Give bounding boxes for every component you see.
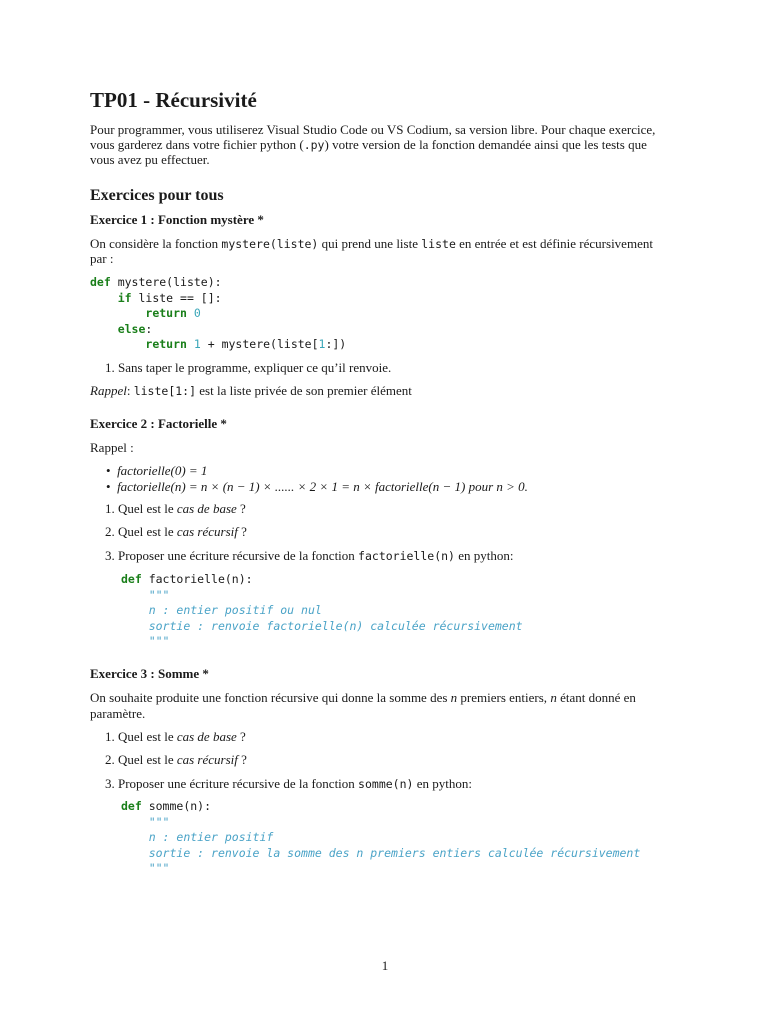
- q-italic: cas récursif: [176, 752, 238, 767]
- ex3-text: premiers entiers,: [457, 690, 551, 705]
- bullet-dot: •: [106, 463, 111, 478]
- code-keyword: def: [90, 275, 111, 289]
- code-docstring: """: [148, 587, 170, 602]
- q-code: factorielle(n): [358, 549, 455, 563]
- q-italic: cas de base: [176, 729, 237, 744]
- q-text: 2. Quel est le: [105, 752, 177, 767]
- code-number: 1: [193, 337, 201, 351]
- ex1-rappel: [90, 383, 412, 400]
- rappel-text: est la liste privée de son premier élément: [196, 383, 412, 398]
- ex3-text: On souhaite produite une fonction récursive qui donne la somme des: [90, 690, 451, 705]
- q-italic: cas récursif: [176, 524, 238, 539]
- bullet-dot: •: [106, 479, 111, 494]
- ex3-question-2: [105, 752, 247, 768]
- ex2-code-block: [121, 572, 523, 650]
- ex3-question-3: [105, 776, 472, 793]
- code-number: 0: [193, 306, 201, 320]
- code-keyword: else: [117, 321, 146, 336]
- q-text: 3. Proposer une écriture récursive de la fonction: [105, 776, 359, 791]
- ex2-question-3: [105, 548, 513, 565]
- ex1-text: qui prend une liste: [318, 236, 422, 251]
- ex3-math: n: [550, 690, 557, 705]
- ex3-question-1: [105, 729, 246, 745]
- code-keyword: def: [121, 572, 142, 586]
- code-docstring: n : entier positif ou nul: [148, 603, 322, 617]
- section-heading: Exercices pour tous: [90, 187, 224, 204]
- intro-line-1: Pour programmer, vous utiliserez Visual Studio Code ou VS Codium, sa version libre. Pour chaque exercice,: [90, 122, 656, 137]
- ex3-code-block: [121, 799, 640, 877]
- code-docstring: n : entier positif: [148, 830, 274, 844]
- intro-text: vous garderez dans votre fichier python (: [90, 137, 304, 152]
- code-text: :: [145, 321, 153, 336]
- q-code: somme(n): [358, 777, 414, 791]
- intro-text: ) votre version de la fonction demandée ainsi que les tests que: [324, 137, 647, 152]
- rappel-colon: :: [126, 383, 134, 398]
- code-number: 1: [318, 337, 326, 351]
- ex3-text-line-2: paramètre.: [90, 706, 146, 721]
- q-text: en python:: [413, 776, 472, 791]
- ex1-text: en entrée et est définie récursivement: [455, 236, 653, 251]
- ex1-code-block: [90, 275, 346, 353]
- code-keyword: return: [145, 306, 187, 320]
- q-italic: cas de base: [176, 501, 237, 516]
- bullet-text: factorielle(0) = 1: [117, 463, 208, 478]
- file-extension-code: .py: [303, 138, 325, 152]
- code-docstring: """: [148, 861, 170, 875]
- code-docstring: """: [148, 814, 170, 829]
- ex1-code-inline: liste: [421, 237, 456, 251]
- code-keyword: def: [121, 799, 142, 813]
- q-text: ?: [237, 752, 247, 767]
- q-text: 2. Quel est le: [105, 524, 177, 539]
- ex1-question-1: 1. Sans taper le programme, expliquer ce qu’il renvoie.: [105, 360, 392, 375]
- code-docstring: sortie : renvoie la somme des n premiers entiers calculée récursivement: [148, 845, 641, 860]
- code-text: somme(n):: [141, 799, 212, 813]
- code-text: factorielle(n):: [141, 572, 253, 586]
- code-docstring: """: [148, 634, 170, 648]
- ex1-text-line-1: [90, 236, 653, 253]
- ex2-bullet-2: [106, 479, 528, 495]
- ex1-code-inline: mystere(liste): [221, 237, 319, 251]
- ex2-rappel: Rappel :: [90, 440, 134, 455]
- ex2-bullet-1: [106, 463, 207, 479]
- ex3-text-line-1: [90, 690, 636, 706]
- ex3-text: étant donné en: [556, 690, 636, 705]
- ex2-question-1: [105, 501, 246, 517]
- exercise-3-title: Exercice 3 : Somme *: [90, 666, 209, 681]
- rappel-code: liste[1:]: [133, 384, 197, 398]
- q-text: 3. Proposer une écriture récursive de la fonction: [105, 548, 359, 563]
- ex2-question-2: [105, 524, 247, 540]
- exercise-2-title: Exercice 2 : Factorielle *: [90, 416, 227, 431]
- ex1-text-line-2: par :: [90, 251, 114, 266]
- code-text: mystere(liste):: [110, 275, 222, 289]
- page-title: TP01 - Récursivité: [90, 88, 257, 112]
- ex3-math: n: [450, 690, 458, 705]
- q-text: en python:: [454, 548, 514, 563]
- q-text: ?: [236, 501, 246, 516]
- intro-line-3: vous avez pu effectuer.: [90, 152, 210, 167]
- q-text: 1. Quel est le: [105, 501, 177, 516]
- page-number: 1: [381, 958, 389, 973]
- code-keyword: return: [145, 337, 187, 351]
- q-text: ?: [237, 524, 247, 539]
- q-text: 1. Quel est le: [105, 729, 177, 744]
- code-docstring: sortie : renvoie factorielle(n) calculée récursivement: [148, 618, 523, 633]
- code-text: + mystere(liste[: [200, 337, 319, 351]
- code-text: :]): [325, 337, 347, 351]
- ex1-text: On considère la fonction: [90, 236, 222, 251]
- bullet-text: factorielle(n) = n × (n − 1) × ...... × 2 × 1 = n × factorielle(n − 1) pour n > 0.: [117, 479, 528, 494]
- code-keyword: if: [117, 290, 132, 305]
- code-text: liste == []:: [131, 290, 222, 305]
- exercise-1-title: Exercice 1 : Fonction mystère *: [90, 212, 264, 227]
- q-text: ?: [236, 729, 246, 744]
- rappel-label: Rappel: [90, 383, 127, 398]
